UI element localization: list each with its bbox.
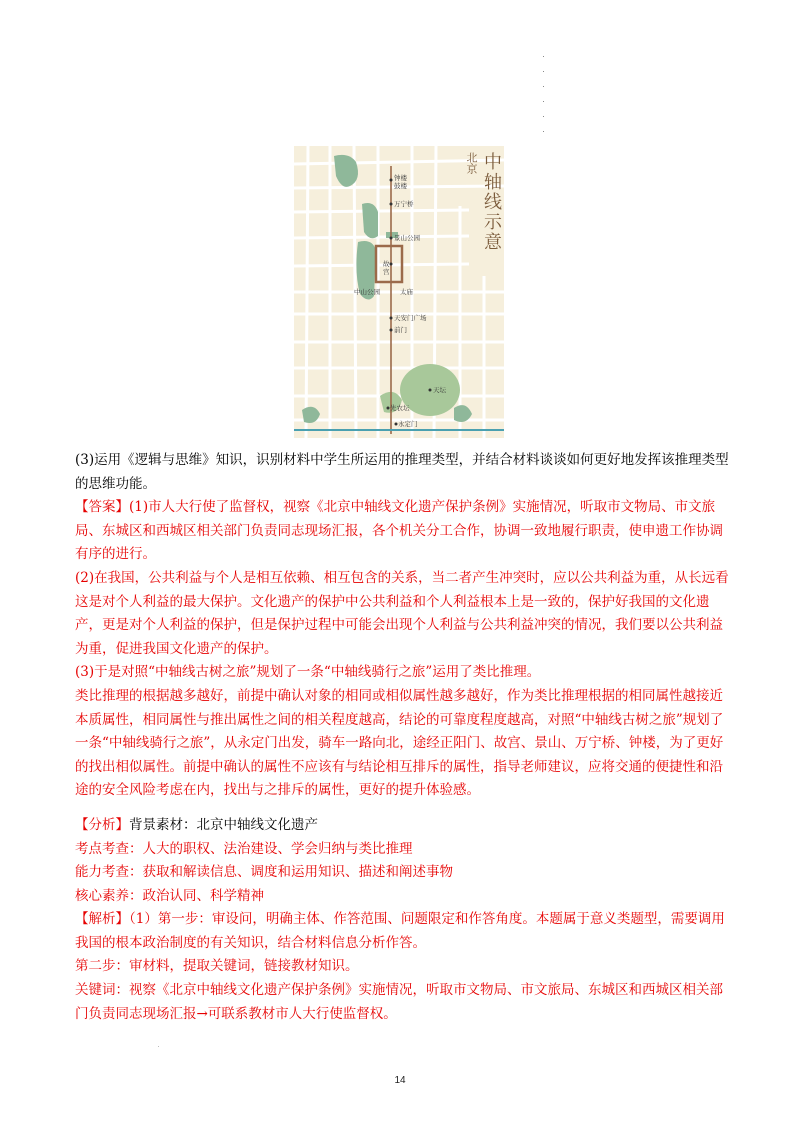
explanation-step1 bbox=[75, 908, 735, 955]
page-number: 14 bbox=[394, 1075, 406, 1086]
analysis-background-text: 背景素材：北京中轴线文化遗产 bbox=[129, 817, 318, 833]
map-label-tiantan: 天坛 bbox=[433, 386, 446, 394]
answer-p1 bbox=[75, 496, 735, 567]
answer-p2: (2)在我国，公共利益与个人是相互依赖、相互包含的关系，当二者产生冲突时，应以公共利益为重，从长远看这是对个人利益的最大保护。文化遗产的保护中公共利益和个人利益根本上是一致的，保护好我国的文化遗产，更是对个人利益的保护，但是保护过程中可能会出现个人利益与公共利益冲突的情况，我们要以公共利益为重，促进我国文化遗产的保护。 bbox=[75, 570, 729, 657]
map-label-tiananmen: 天安门广场 bbox=[394, 314, 427, 322]
analysis-background bbox=[75, 814, 735, 838]
map-label-xiannongtan: 先农坛 bbox=[390, 404, 410, 412]
analysis-label: 【分析】 bbox=[75, 817, 129, 833]
map-subtitle: 北京 bbox=[465, 152, 478, 174]
central-axis-map bbox=[294, 146, 504, 438]
map-label-gugong: 故宫 bbox=[383, 260, 390, 276]
map-label-qianmen: 前门 bbox=[394, 326, 407, 334]
footer-dot bbox=[158, 1046, 159, 1047]
margin-dots bbox=[543, 56, 547, 146]
answer-p1-text: (1)市人大行使了监督权，视察《北京中轴线文化遗产保护条例》实施情况，听取市文物局、市文旅局、东城区和西城区相关部门负责同志现场汇报，各个机关分工合作，协调一致地履行职责，使申遗工作协调有序的进行。 bbox=[75, 499, 723, 562]
explanation-step1-text: （1）第一步：审设问，明确主体、作答范围、问题限定和作答角度。本题属于意义类题型，需要调用我国的根本政治制度的有关知识，结合材料信息分析作答。 bbox=[75, 911, 725, 951]
map-label-wanning: 万宁桥 bbox=[394, 200, 414, 208]
map-title: 中轴线示意 bbox=[481, 152, 502, 252]
map-label-bell-drum: 钟楼 鼓楼 bbox=[394, 174, 407, 190]
analysis-literacy: 核心素养：政治认同、科学精神 bbox=[75, 888, 264, 904]
map-label-yongdingmen: 永定门 bbox=[398, 420, 418, 428]
analysis-points: 考点考查：人大的职权、法治建设、学会归纳与类比推理 bbox=[75, 841, 413, 857]
explanation-step2: 第二步：审材料，提取关键词，链接教材知识。 bbox=[75, 958, 359, 974]
map-label-jingshan: 景山公园 bbox=[394, 234, 420, 242]
answer-p4: 类比推理的根据越多越好，前提中确认对象的相同或相似属性越多越好，作为类比推理根据的相同属性越接近本质属性，相同属性与推出属性之间的相关程度越高，结论的可靠度程度越高，对照“中轴线古树之旅”规划了一条“中轴线骑行之旅”，从永定门出发，骑车一路向北，途经正阳门、故宫、景山、万宁桥、钟楼，为了更好的找出相似属性。前提中确认的属性不应该有与结论相互排斥的属性，指导老师建议，应将交通的便捷性和沿途的安全风险考虑在内，找出与之排斥的属性，更好的提升体验感。 bbox=[75, 688, 724, 798]
map-label-zhongshan: 中山公园 bbox=[354, 288, 380, 296]
question-text: (3)运用《逻辑与思维》知识，识别材料中学生所运用的推理类型，并结合材料谈谈如何更好地发挥该推理类型的思维功能。 bbox=[75, 452, 729, 492]
answer-label: 【答案】 bbox=[75, 499, 129, 515]
answer-p3: (3)于是对照“中轴线古树之旅”规划了一条“中轴线骑行之旅”运用了类比推理。 bbox=[75, 664, 541, 680]
explanation-keywords: 关键词：视察《北京中轴线文化遗产保护条例》实施情况，听取市文物局、市文旅局、东城区和西城区相关部门负责同志现场汇报→可联系教材市人大行使监督权。 bbox=[75, 982, 723, 1022]
analysis-ability: 能力考查：获取和解读信息、调度和运用知识、描述和阐述事物 bbox=[75, 864, 453, 880]
map-label-taimiao: 太庙 bbox=[400, 288, 413, 296]
explanation-label: 【解析】 bbox=[75, 911, 129, 927]
